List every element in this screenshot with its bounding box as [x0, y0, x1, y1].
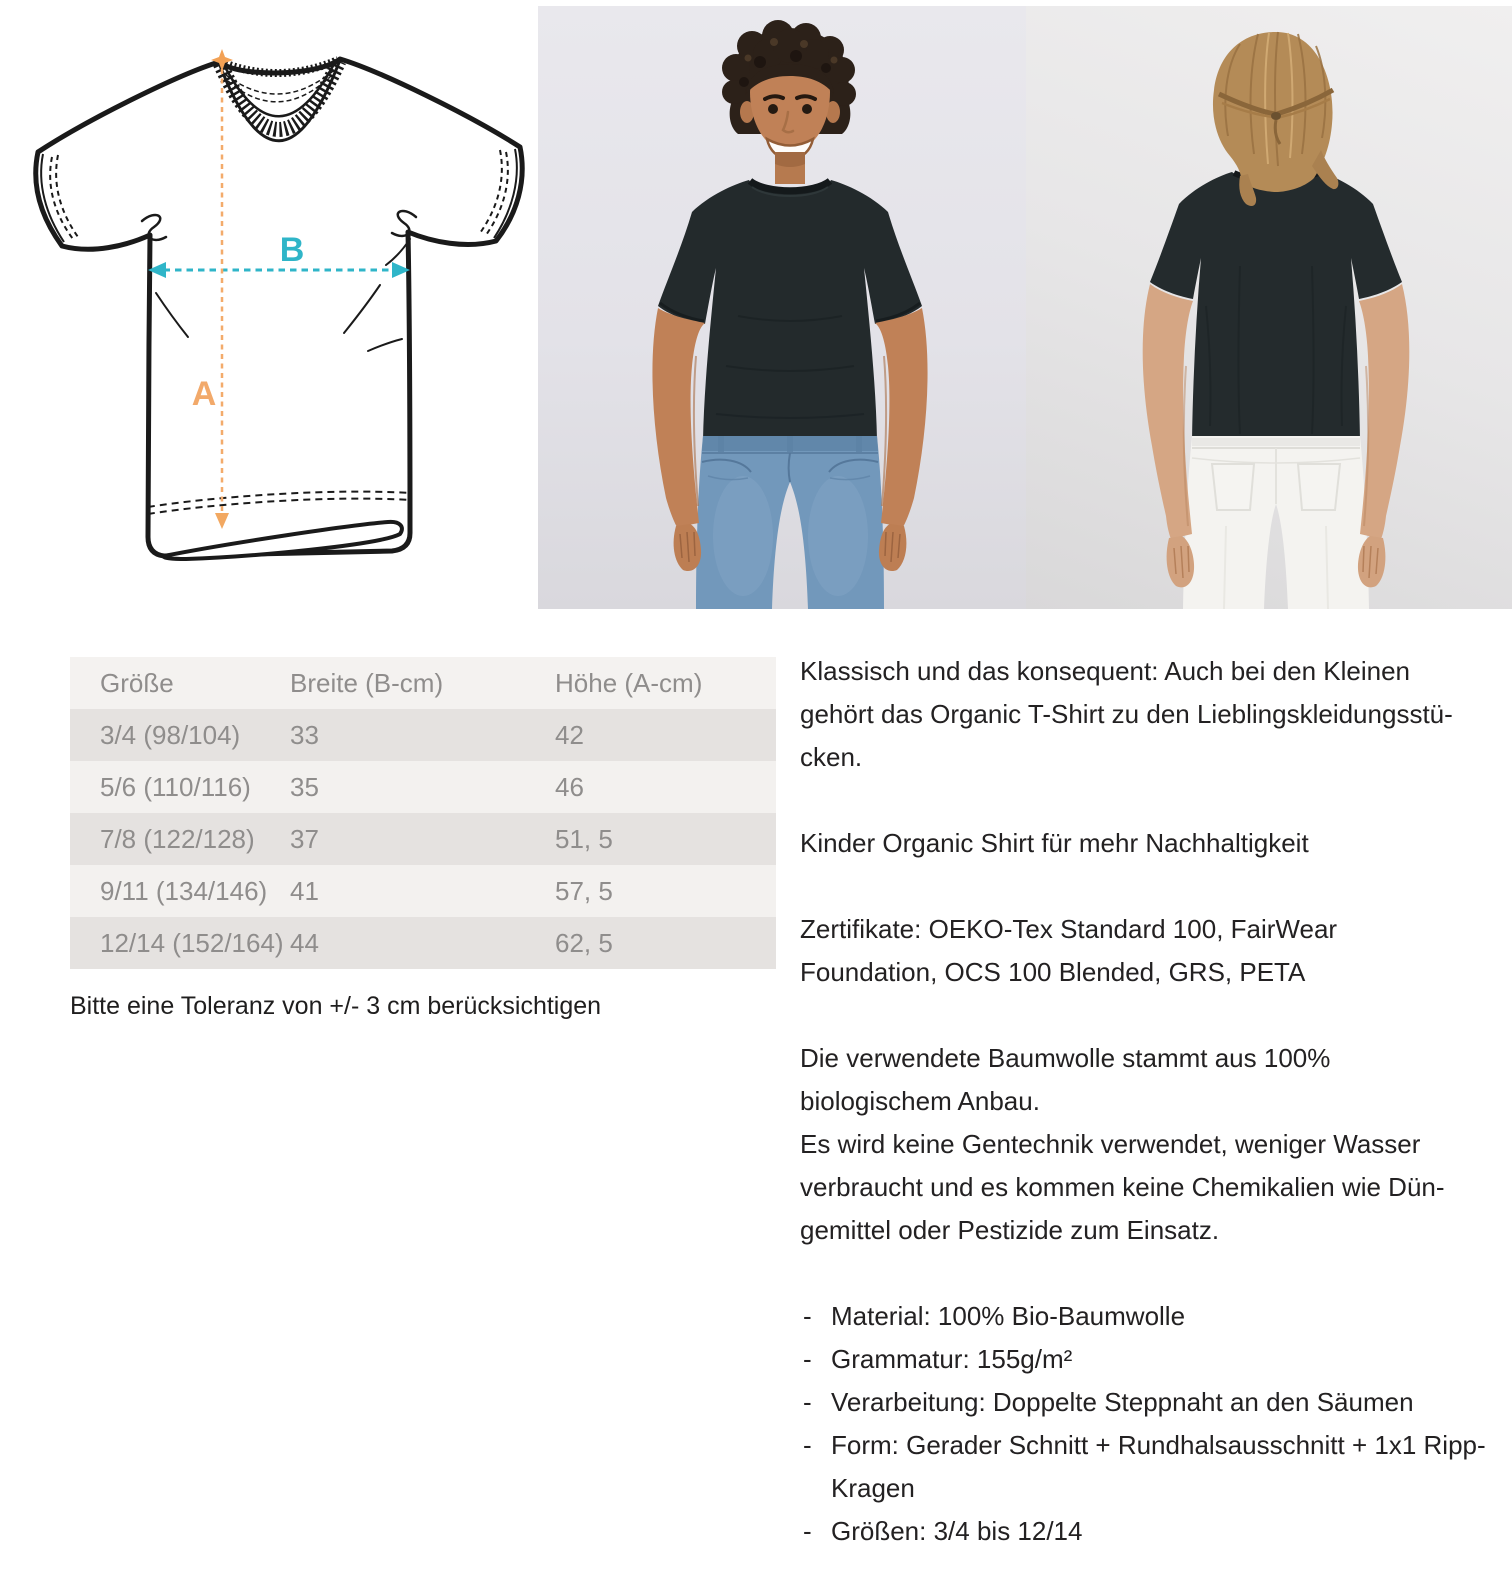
cell-size: 7/8 (122/128)	[100, 823, 255, 854]
spec-item	[800, 1510, 1512, 1553]
cell-width: 41	[290, 875, 319, 906]
cell-width: 35	[290, 771, 319, 802]
size-table	[70, 657, 776, 969]
spec-list	[800, 1295, 1512, 1553]
spec-item	[800, 1424, 1512, 1510]
text-line: Es wird keine Gentechnik verwendet, weniger Wasser	[800, 1129, 1421, 1159]
description-paragraph	[800, 650, 1512, 779]
table-row	[70, 813, 776, 865]
tshirt-measure-drawing	[30, 45, 530, 565]
tshirt-outline	[36, 59, 522, 559]
col-header-height: Höhe (A-cm)	[555, 667, 703, 698]
description-paragraph	[800, 908, 1512, 994]
product-photo-back	[1026, 6, 1512, 609]
spec-text: Material: 100% Bio-Baumwolle	[831, 1301, 1186, 1331]
spec-item	[800, 1295, 1512, 1338]
product-photo-front	[538, 6, 1026, 609]
list-dash: -	[803, 1430, 812, 1460]
list-dash: -	[803, 1516, 812, 1546]
cell-height: 51, 5	[555, 823, 613, 854]
text-line: Zertifikate: OEKO-Tex Standard 100, FairWear	[800, 914, 1338, 944]
text-line: verbraucht und es kommen keine Chemikalien wie Dün-	[800, 1172, 1445, 1202]
text-line: gemittel oder Pestizide zum Einsatz.	[800, 1215, 1220, 1245]
tolerance-note: Bitte eine Toleranz von +/- 3 cm berücksichtigen	[70, 992, 602, 1020]
cell-width: 33	[290, 719, 319, 750]
cell-size: 9/11 (134/146)	[100, 875, 268, 906]
cell-height: 42	[555, 719, 584, 750]
description-paragraph	[800, 1037, 1512, 1252]
table-row	[70, 709, 776, 761]
size-table-header	[70, 657, 776, 709]
text-line: Klassisch und das konsequent: Auch bei den Kleinen	[800, 656, 1410, 686]
cell-width: 37	[290, 823, 319, 854]
cell-size: 12/14 (152/164)	[100, 927, 284, 958]
cell-width: 44	[290, 927, 319, 958]
spec-text: Grammatur: 155g/m²	[831, 1344, 1073, 1374]
cell-height: 62, 5	[555, 927, 613, 958]
measure-label-a: A	[191, 375, 217, 413]
text-line: Die verwendete Baumwolle stammt aus 100%	[800, 1043, 1331, 1073]
cell-height: 46	[555, 771, 584, 802]
text-line: gehört das Organic T-Shirt zu den Lieblingskleidungsstü-	[800, 699, 1453, 729]
spec-text: Größen: 3/4 bis 12/14	[831, 1516, 1083, 1546]
spec-text: Verarbeitung: Doppelte Steppnaht an den Säumen	[831, 1387, 1414, 1417]
girl-pants	[1183, 436, 1369, 609]
text-line: biologischem Anbau.	[800, 1086, 1040, 1116]
cell-size: 3/4 (98/104)	[100, 719, 241, 750]
col-header-width: Breite (B-cm)	[290, 667, 444, 698]
cell-size: 5/6 (110/116)	[100, 771, 251, 802]
col-header-size: Größe	[100, 667, 174, 698]
boy-jeans	[696, 436, 884, 609]
table-row	[70, 761, 776, 813]
table-row	[70, 917, 776, 969]
boy-figure	[652, 20, 927, 609]
size-diagram	[30, 45, 530, 565]
description-paragraph	[800, 822, 1512, 865]
boy-front-illustration	[538, 6, 1026, 609]
spec-item	[800, 1338, 1512, 1381]
list-dash: -	[803, 1301, 812, 1331]
list-dash: -	[803, 1344, 812, 1374]
spec-item	[800, 1381, 1512, 1424]
text-line: Foundation, OCS 100 Blended, GRS, PETA	[800, 957, 1306, 987]
boy-tshirt	[658, 180, 922, 440]
table-row	[70, 865, 776, 917]
list-dash: -	[803, 1387, 812, 1417]
cell-height: 57, 5	[555, 875, 613, 906]
spec-text: Form: Gerader Schnitt + Rundhalsausschnitt + 1x1 Ripp-Kragen	[831, 1430, 1486, 1503]
measure-label-b: B	[279, 231, 305, 269]
text-line: cken.	[800, 742, 863, 772]
girl-figure	[1143, 32, 1410, 609]
girl-back-illustration	[1026, 6, 1512, 609]
product-description	[800, 650, 1512, 1553]
text-line: Kinder Organic Shirt für mehr Nachhaltigkeit	[800, 828, 1309, 858]
